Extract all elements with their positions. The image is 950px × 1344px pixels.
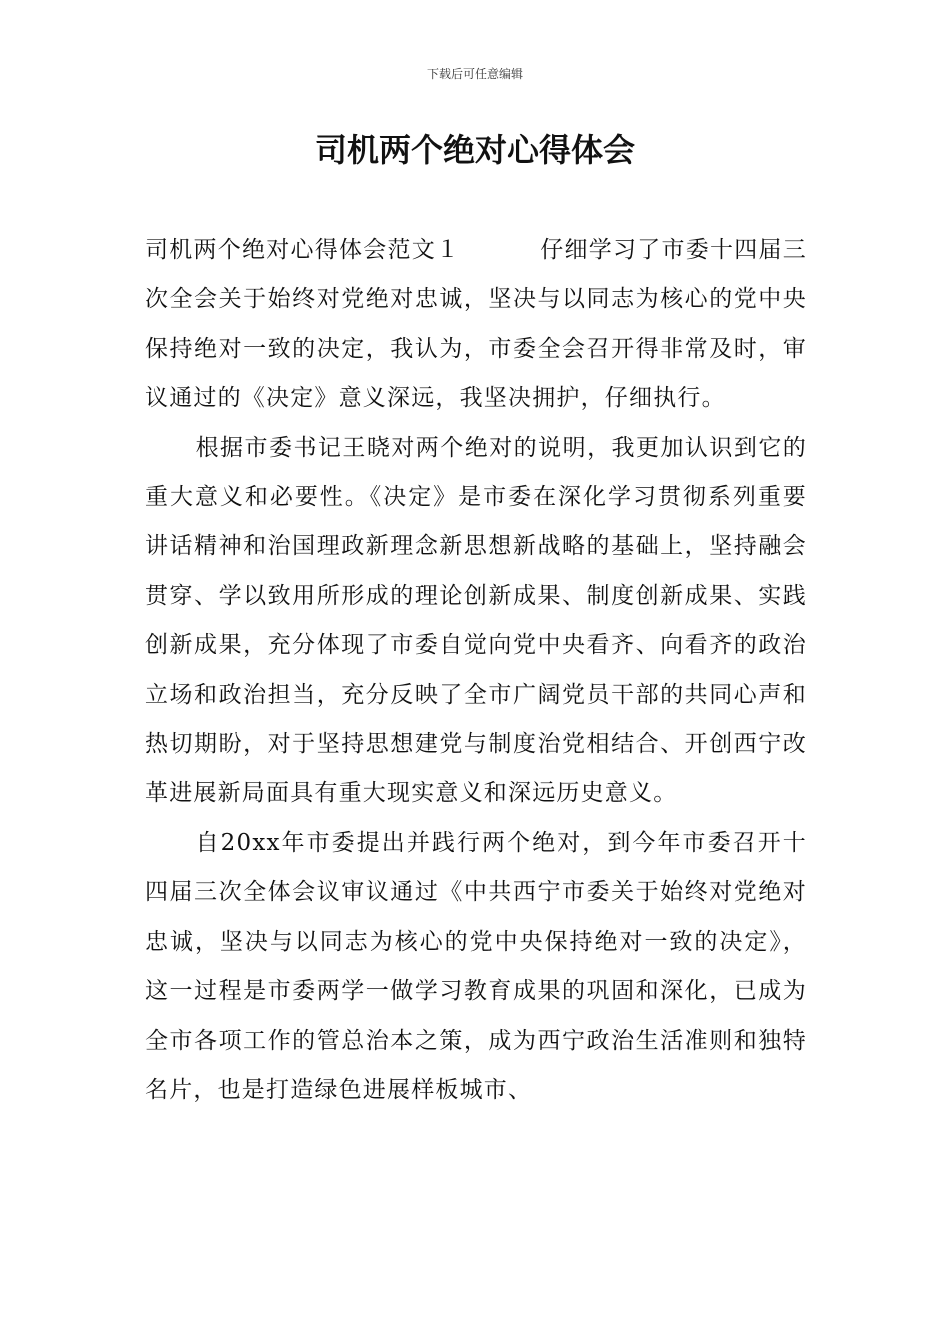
paragraph-3: 自20xx年市委提出并践行两个绝对，到今年市委召开十四届三次全体会议审议通过《中共西宁市委关于始终对党绝对忠诚，坚决与以同志为核心的党中央保持绝对一致的决定》，这一过程是市委两学一做学习教育成果的巩固和深化，已成为全市各项工作的管总治本之策，成为西宁政治生活准则和独特名片，也是打造绿色进展样板城市、 [145, 829, 807, 1103]
paragraph-2: 根据市委书记王晓对两个绝对的说明，我更加认识到它的重大意义和必要性。《决定》是市委在深化学习贯彻系列重要讲话精神和治国理政新理念新思想新战略的基础上，坚持融会贯穿、学以致用所形成的理论创新成果、制度创新成果、实践创新成果，充分体现了市委自觉向党中央看齐、向看齐的政治立场和政治担当，充分反映了全市广阔党员干部的共同心声和热切期盼，对于坚持思想建党与制度治党相结合、开创西宁改革进展新局面具有重大现实意义和深远历史意义。 [145, 434, 807, 807]
paragraph-1-label: 司机两个绝对心得体会范文１ [145, 237, 461, 263]
paragraph-1 [145, 226, 807, 424]
document-title: 司机两个绝对心得体会 [314, 131, 635, 169]
paragraph-1-text: 仔细学习了市委十四届三次全会关于始终对党绝对忠诚，坚决与以同志为核心的党中央保持绝对一致的决定，我认为，市委全会召开得非常及时，审议通过的《决定》意义深远，我坚决拥护，仔细执行。 [145, 237, 807, 412]
header-note: 下载后可任意编辑 [426, 67, 523, 81]
document-body [145, 226, 807, 1115]
